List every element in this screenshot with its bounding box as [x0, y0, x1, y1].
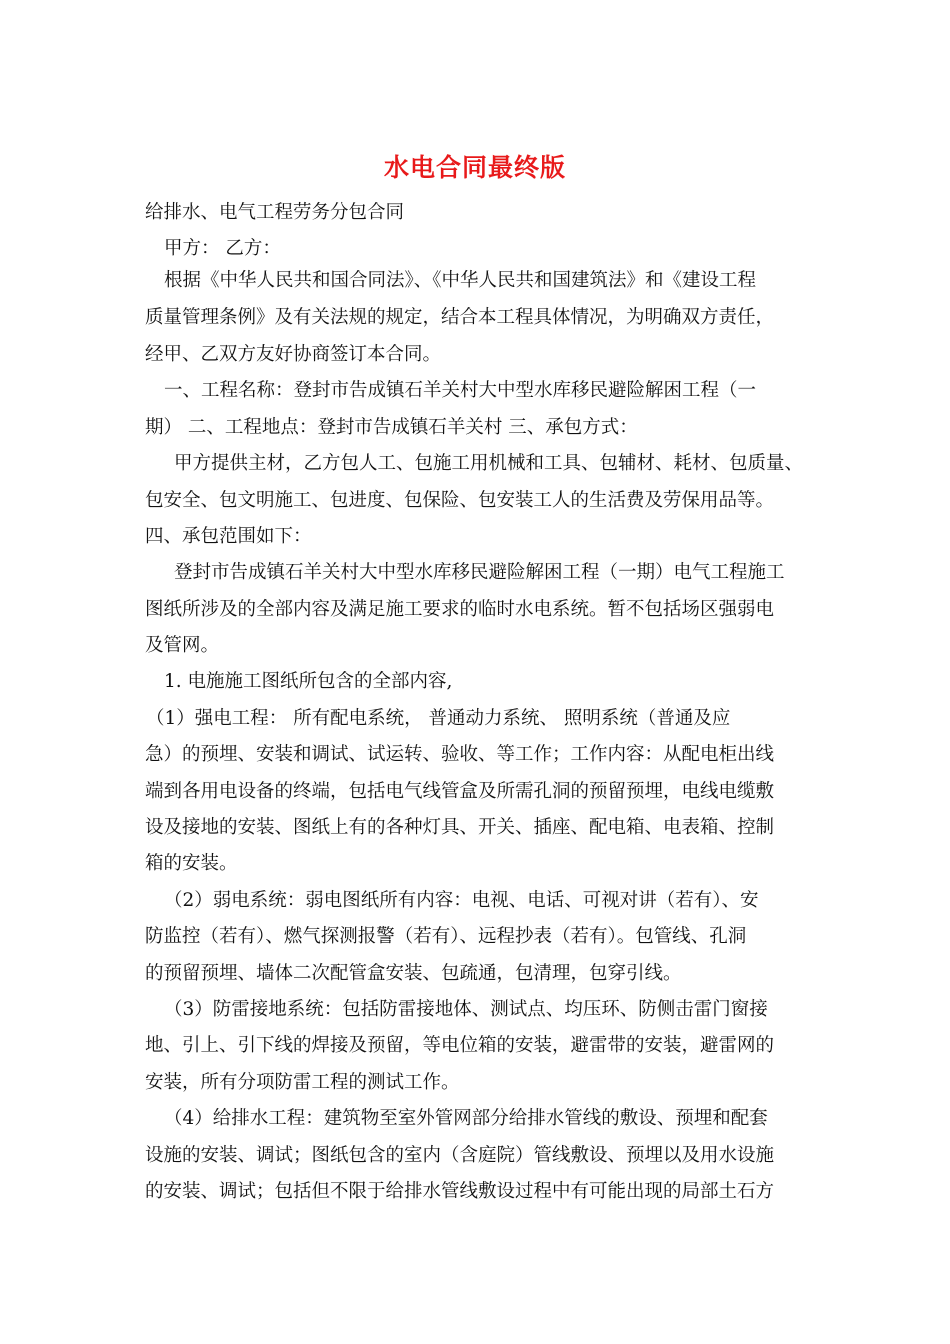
- paragraph-line: 安装，所有分项防雷工程的测试工作。: [145, 1072, 460, 1093]
- paragraph-line: 期） 二、工程地点：登封市告成镇石羊关村 三、承包方式：: [145, 417, 638, 438]
- paragraph-line: 甲方提供主材，乙方包人工、包施工用机械和工具、包辅材、耗材、包质量、: [174, 453, 804, 474]
- paragraph-line: （2）弱电系统：弱电图纸所有内容：电视、电话、可视对讲（若有）、安: [164, 890, 759, 911]
- paragraph-line: 包安全、包文明施工、包进度、包保险、包安装工人的生活费及劳保用品等。: [145, 490, 775, 511]
- paragraph-line: 地、引上、引下线的焊接及预留，等电位箱的安装，避雷带的安装，避雷网的: [145, 1035, 775, 1056]
- paragraph-line: 质量管理条例》及有关法规的规定，结合本工程具体情况，为明确双方责任，: [145, 307, 775, 328]
- paragraph-line: （3）防雷接地系统：包括防雷接地体、测试点、均压环、防侧击雷门窗接: [164, 999, 768, 1020]
- contract-heading: 给排水、电气工程劳务分包合同: [145, 202, 405, 223]
- paragraph-line: 端到各用电设备的终端，包括电气线管盒及所需孔洞的预留预埋，电线电缆敷: [145, 781, 775, 802]
- paragraph-line: 的安装、调试；包括但不限于给排水管线敷设过程中有可能出现的局部土石方: [145, 1181, 775, 1202]
- paragraph-line: 的预留预埋、墙体二次配管盒安装、包疏通，包清理，包穿引线。: [145, 963, 682, 984]
- paragraph-line: 根据《中华人民共和国合同法》、《中华人民共和国建筑法》和《建设工程: [164, 270, 757, 291]
- list-item-heading: 1. 电施施工图纸所包含的全部内容,: [164, 671, 453, 692]
- paragraph-line: （1）强电工程： 所有配电系统， 普通动力系统、 照明系统（普通及应: [146, 708, 731, 729]
- paragraph-line: 急）的预埋、安装和调试、试运转、验收、等工作；工作内容：从配电柜出线: [145, 744, 775, 765]
- parties-line: 甲方： 乙方：: [164, 238, 281, 259]
- paragraph-line: 防监控（若有）、燃气探测报警（若有）、远程抄表（若有）。包管线、孔洞: [145, 926, 747, 947]
- paragraph-line: 及管网。: [145, 635, 220, 656]
- paragraph-line: 设施的安装、调试；图纸包含的室内（含庭院）管线敷设、预埋以及用水设施: [145, 1145, 775, 1166]
- paragraph-line: 经甲、乙双方友好协商签订本合同。: [145, 344, 442, 365]
- paragraph-line: 箱的安装。: [145, 853, 238, 874]
- document-title: 水电合同最终版: [383, 153, 566, 182]
- section-heading: 四、承包范围如下：: [145, 526, 312, 547]
- paragraph-line: 登封市告成镇石羊关村大中型水库移民避险解困工程（一期）电气工程施工: [174, 562, 785, 583]
- paragraph-line: 图纸所涉及的全部内容及满足施工要求的临时水电系统。暂不包括场区强弱电: [145, 599, 775, 620]
- paragraph-line: 一、工程名称：登封市告成镇石羊关村大中型水库移民避险解困工程（一: [164, 380, 757, 401]
- paragraph-line: （4）给排水工程：建筑物至室外管网部分给排水管线的敷设、预埋和配套: [164, 1108, 768, 1129]
- paragraph-line: 设及接地的安装、图纸上有的各种灯具、开关、插座、配电箱、电表箱、控制: [145, 817, 775, 838]
